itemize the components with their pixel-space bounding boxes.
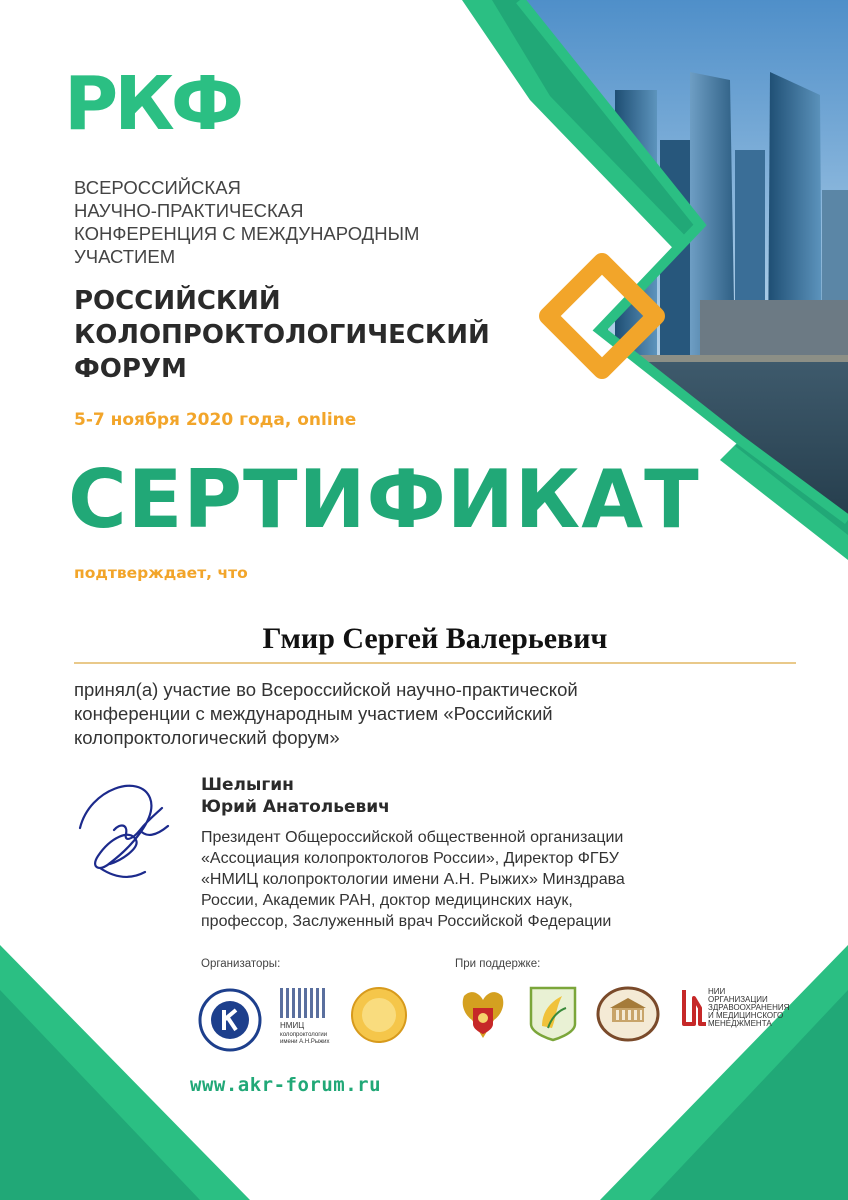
signer-title-line: профессор, Заслуженный врач Российской Федерации — [201, 913, 612, 930]
coat-of-arms-logo — [456, 986, 510, 1044]
signer-name — [201, 774, 390, 818]
participation-text — [74, 678, 694, 750]
svg-text:ОРГАНИЗАЦИИ: ОРГАНИЗАЦИИ — [708, 995, 768, 1004]
event-dates: 5-7 ноября 2020 года, online — [74, 410, 357, 430]
svg-text:ЗДРАВООХРАНЕНИЯ: ЗДРАВООХРАНЕНИЯ — [708, 1003, 790, 1012]
certificate-title: СЕРТИФИКАТ — [68, 453, 700, 546]
name-underline — [74, 662, 796, 664]
forum-title — [74, 284, 544, 386]
svg-text:колопроктологии: колопроктологии — [280, 1032, 328, 1038]
forum-title-line: ФОРУМ — [74, 354, 187, 384]
logo-text: РКФ — [64, 61, 241, 147]
forum-logo — [64, 58, 276, 150]
participation-line: конференции с международным участием «Российский — [74, 703, 553, 724]
confirms-text: подтверждает, что — [74, 564, 248, 582]
conference-type-line: ВСЕРОССИЙСКАЯ — [74, 177, 241, 198]
nmic-logo-text: НМИЦ — [280, 1021, 305, 1030]
conference-type-line: КОНФЕРЕНЦИЯ С МЕЖДУНАРОДНЫМ — [74, 223, 420, 244]
signature — [70, 768, 190, 888]
participation-line: принял(а) участие во Всероссийской научно-практической — [74, 679, 578, 700]
academy-logo — [596, 986, 660, 1042]
svg-text:И МЕДИЦИНСКОГО: И МЕДИЦИНСКОГО — [708, 1011, 784, 1020]
signer-title-line: «НМИЦ колопроктологии имени А.Н. Рыжих» Минздрава — [201, 871, 625, 888]
signer-title — [201, 827, 721, 932]
participation-line: колопроктологический форум» — [74, 727, 340, 748]
nmic-logo — [276, 984, 340, 1046]
association-logo — [198, 988, 262, 1052]
forum-title-line: РОССИЙСКИЙ — [74, 286, 281, 316]
signer-given-name: Юрий Анатольевич — [201, 797, 390, 817]
organizers-label: Организаторы: — [201, 958, 281, 970]
forum-title-line: КОЛОПРОКТОЛОГИЧЕСКИЙ — [74, 320, 490, 350]
emblem-logo — [528, 984, 578, 1042]
nii-logo — [680, 984, 792, 1034]
signer-title-line: «Ассоциация колопроктологов России», Директор ФГБУ — [201, 850, 619, 867]
recipient-name: Гмир Сергей Валерьевич — [262, 622, 608, 655]
signer-title-line: Президент Общероссийской общественной организации — [201, 829, 624, 846]
journal-logo — [350, 986, 408, 1044]
signer-surname: Шелыгин — [201, 775, 294, 795]
conference-type-line: УЧАСТИЕМ — [74, 246, 176, 267]
conference-type — [74, 176, 504, 268]
svg-text:имени А.Н.Рыжих: имени А.Н.Рыжих — [280, 1039, 330, 1045]
website-link[interactable]: www.akr-forum.ru — [190, 1074, 382, 1096]
support-label: При поддержке: — [455, 958, 541, 970]
conference-type-line: НАУЧНО-ПРАКТИЧЕСКАЯ — [74, 200, 304, 221]
signer-title-line: России, Академик РАН, доктор медицинских наук, — [201, 892, 573, 909]
nii-logo-text: НИИ — [708, 987, 726, 996]
svg-text:МЕНЕДЖМЕНТА: МЕНЕДЖМЕНТА — [708, 1019, 772, 1028]
